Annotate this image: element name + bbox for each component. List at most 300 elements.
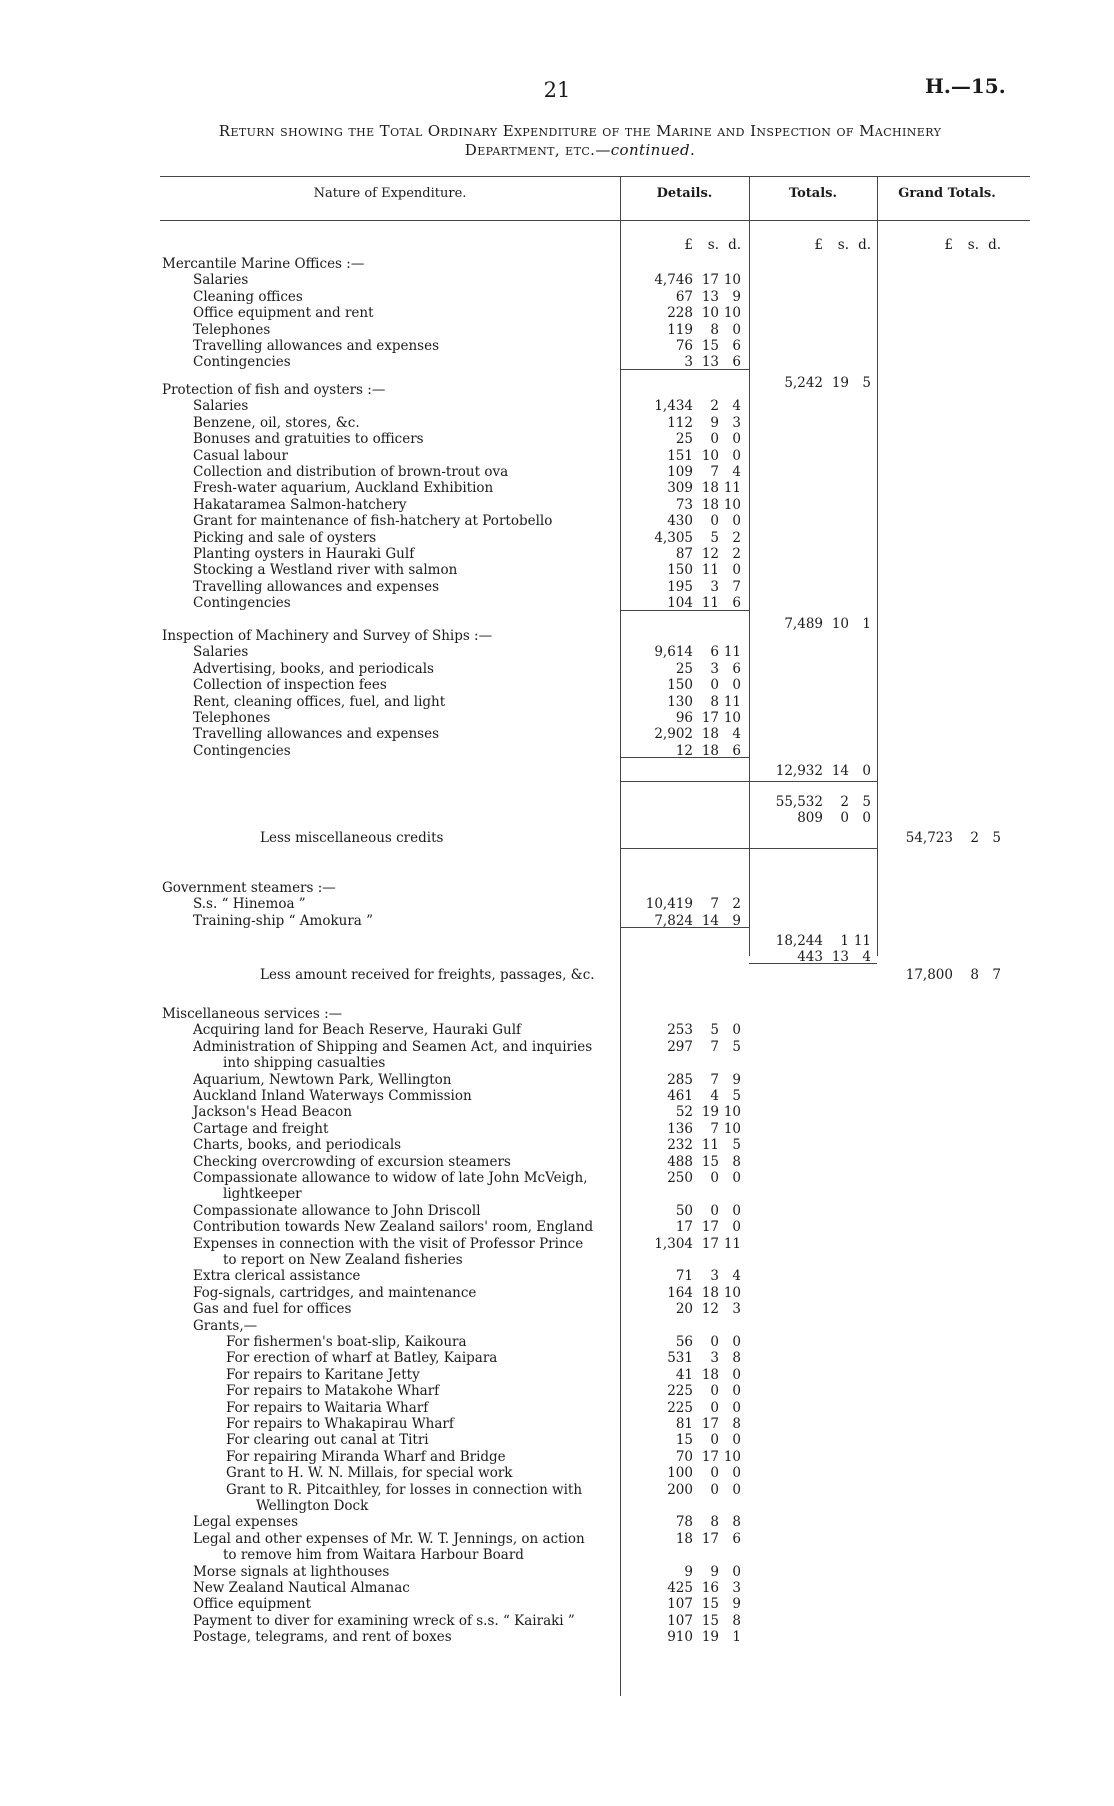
pounds: 430 <box>667 513 693 530</box>
shillings: 0 <box>710 1334 719 1350</box>
pence: 9 <box>732 912 741 929</box>
page-number: 21 <box>543 78 571 102</box>
pounds: 87 <box>675 546 693 562</box>
pounds: 71 <box>675 1268 693 1285</box>
item-label: Checking overcrowding of excursion steamers <box>193 1153 511 1170</box>
shillings: 3 <box>710 660 719 677</box>
item-amount <box>635 1629 741 1645</box>
item-label: New Zealand Nautical Almanac <box>193 1580 410 1596</box>
pence: 3 <box>732 1301 741 1318</box>
item-amount <box>635 1432 741 1448</box>
pence: 0 <box>732 1481 741 1498</box>
item-amount <box>635 726 741 742</box>
shillings: 18 <box>701 1366 719 1383</box>
shillings: 0 <box>710 677 719 694</box>
shillings: 17 <box>701 1235 719 1252</box>
header-totals: Totals. <box>788 186 838 201</box>
item-amount <box>635 1383 741 1399</box>
item-amount <box>635 1301 741 1317</box>
pence: 0 <box>732 1202 741 1219</box>
item-label: Salaries <box>193 644 249 661</box>
grand-total-1 <box>895 830 1001 846</box>
pounds: 7,489 <box>784 615 823 632</box>
pence: 9 <box>732 1071 741 1088</box>
pence: 4 <box>732 726 741 743</box>
pounds: 150 <box>667 677 693 694</box>
shillings: 8 <box>710 1514 719 1531</box>
subtotal-amount <box>765 794 871 810</box>
less-label: Less amount received for freights, passages, &c. <box>260 967 595 984</box>
item-label: Auckland Inland Waterways Commission <box>193 1088 472 1104</box>
title-continued: —continued. <box>595 141 696 159</box>
shillings: 17 <box>701 1416 719 1432</box>
pounds: 55,532 <box>775 794 823 810</box>
pence: 7 <box>992 967 1001 984</box>
pounds: 25 <box>675 660 693 677</box>
item-label: Grant to H. W. N. Millais, for special work <box>226 1465 513 1482</box>
pounds: 96 <box>675 710 693 726</box>
shillings: 11 <box>701 595 719 612</box>
title-line-2-main: Department, etc. <box>464 141 596 159</box>
sum-rule <box>620 757 749 758</box>
shillings: 17 <box>701 1530 719 1547</box>
pence: 0 <box>732 1334 741 1350</box>
pence: 11 <box>853 933 871 950</box>
pounds: 112 <box>667 414 693 431</box>
item-amount <box>635 272 741 288</box>
shillings: 0 <box>710 1432 719 1449</box>
pounds: 41 <box>675 1366 693 1383</box>
shillings: 19 <box>701 1629 719 1646</box>
item-amount <box>635 1416 741 1432</box>
shillings: 15 <box>701 338 719 354</box>
pence: 11 <box>723 480 741 497</box>
pounds: 4,746 <box>654 272 693 289</box>
pence: 3 <box>732 414 741 431</box>
header-details: Details. <box>656 186 713 201</box>
table-top-rule <box>160 176 1030 177</box>
pence: 1 <box>862 615 871 632</box>
item-label: Fog-signals, cartridges, and maintenance <box>193 1284 477 1301</box>
item-amount <box>635 1203 741 1219</box>
shillings: 7 <box>710 1071 719 1088</box>
shillings: 15 <box>701 1612 719 1629</box>
item-label: Training-ship “ Amokura ” <box>193 912 374 929</box>
item-label: Postage, telegrams, and rent of boxes <box>193 1629 452 1646</box>
shillings: 0 <box>710 1481 719 1498</box>
item-label-cont: Wellington Dock <box>256 1498 369 1514</box>
pence: 6 <box>732 354 741 371</box>
pounds: 100 <box>667 1465 693 1482</box>
pounds: 443 <box>797 949 823 966</box>
column-rule-grand <box>877 176 878 956</box>
pence: 10 <box>723 1448 741 1465</box>
item-amount <box>635 677 741 693</box>
pence: 10 <box>723 1284 741 1301</box>
unit-pence: d. <box>728 237 741 253</box>
item-amount <box>635 1170 741 1186</box>
pence: 0 <box>732 1399 741 1416</box>
section-total <box>765 933 871 949</box>
pounds: 73 <box>675 496 693 513</box>
item-label: Telephones <box>193 710 271 726</box>
item-amount <box>635 1449 741 1465</box>
unit-pounds: £ <box>944 237 953 253</box>
pence: 10 <box>723 496 741 513</box>
pence: 10 <box>723 1104 741 1121</box>
unit-pence: d. <box>858 237 871 253</box>
pence: 0 <box>732 1219 741 1236</box>
item-label: Contingencies <box>193 742 291 759</box>
item-amount <box>635 644 741 660</box>
section-title: Miscellaneous services :— <box>162 1006 343 1022</box>
credits-label: Less miscellaneous credits <box>260 830 444 846</box>
item-label: Salaries <box>193 398 249 415</box>
pounds: 81 <box>675 1416 693 1432</box>
pounds: 70 <box>675 1448 693 1465</box>
item-amount <box>635 305 741 321</box>
item-label: Legal and other expenses of Mr. W. T. Jennings, on action <box>193 1530 585 1547</box>
pence: 9 <box>732 288 741 305</box>
shillings: 0 <box>710 1202 719 1219</box>
sum-rule <box>620 610 749 611</box>
unit-pounds: £ <box>684 237 693 253</box>
item-label: Cartage and freight <box>193 1120 329 1137</box>
shillings: 0 <box>710 431 719 448</box>
shillings: 0 <box>710 513 719 530</box>
shillings: 19 <box>701 1104 719 1121</box>
shillings: 8 <box>710 693 719 710</box>
pounds: 225 <box>667 1383 693 1400</box>
pence: 0 <box>732 1432 741 1449</box>
item-amount <box>635 322 741 338</box>
shillings: 4 <box>710 1088 719 1104</box>
item-amount <box>635 1072 741 1088</box>
header-grand-totals: Grand Totals. <box>898 186 996 201</box>
shillings: 18 <box>701 496 719 513</box>
pence: 3 <box>732 1580 741 1596</box>
item-amount <box>635 1580 741 1596</box>
pence: 6 <box>732 1530 741 1547</box>
pence: 5 <box>732 1088 741 1104</box>
item-label: Office equipment <box>193 1596 312 1613</box>
item-amount <box>635 1400 741 1416</box>
pence: 4 <box>862 949 871 966</box>
item-label: Rent, cleaning offices, fuel, and light <box>193 693 446 710</box>
pounds: 7,824 <box>654 912 693 929</box>
shillings: 13 <box>701 288 719 305</box>
shillings: 11 <box>701 562 719 579</box>
pounds: 136 <box>667 1120 693 1137</box>
document-reference: H.—15. <box>925 74 1006 98</box>
pence: 11 <box>723 1235 741 1252</box>
pence: 5 <box>992 830 1001 846</box>
pence: 6 <box>732 660 741 677</box>
shillings: 6 <box>710 644 719 661</box>
pence: 7 <box>732 578 741 595</box>
item-label: Acquiring land for Beach Reserve, Hauraki Gulf <box>193 1022 522 1039</box>
unit-pounds: £ <box>814 237 823 253</box>
pounds: 15 <box>675 1432 693 1449</box>
shillings: 1 <box>840 933 849 950</box>
item-amount <box>635 1154 741 1170</box>
item-label: Gas and fuel for offices <box>193 1301 352 1318</box>
item-amount <box>635 480 741 496</box>
shillings: 18 <box>701 742 719 759</box>
pounds: 109 <box>667 464 693 480</box>
shillings: 18 <box>701 1284 719 1301</box>
item-amount <box>635 1219 741 1235</box>
item-label-cont: into shipping casualties <box>223 1055 386 1072</box>
pence: 0 <box>732 562 741 579</box>
item-label: Office equipment and rent <box>193 305 374 322</box>
item-label-cont: to remove him from Waitara Harbour Board <box>223 1547 524 1564</box>
column-rule-totals <box>749 176 750 956</box>
item-label: Legal expenses <box>193 1514 299 1531</box>
item-amount <box>635 1596 741 1612</box>
item-amount <box>635 546 741 562</box>
shillings: 7 <box>710 1120 719 1137</box>
shillings: 0 <box>840 810 849 826</box>
pence: 8 <box>732 1612 741 1629</box>
shillings: 9 <box>710 414 719 431</box>
page-title <box>140 122 1020 160</box>
item-label: Payment to diver for examining wreck of s.s. “ Kairaki ” <box>193 1612 575 1629</box>
shillings: 0 <box>710 1170 719 1186</box>
pence: 2 <box>732 546 741 562</box>
item-amount <box>635 562 741 578</box>
pence: 6 <box>732 338 741 354</box>
item-label: Expenses in connection with the visit of Professor Prince <box>193 1235 584 1252</box>
item-label: Hakataramea Salmon-hatchery <box>193 496 407 513</box>
item-amount <box>635 415 741 431</box>
pounds: 151 <box>667 447 693 464</box>
pence: 0 <box>732 1383 741 1400</box>
item-amount <box>635 1482 741 1498</box>
shillings: 8 <box>710 321 719 338</box>
pence: 10 <box>723 710 741 726</box>
pounds: 200 <box>667 1481 693 1498</box>
pounds: 20 <box>675 1301 693 1318</box>
section-total <box>765 616 871 632</box>
item-label: Compassionate allowance to John Driscoll <box>193 1202 481 1219</box>
item-amount <box>635 338 741 354</box>
pence: 0 <box>732 677 741 694</box>
pence: 8 <box>732 1350 741 1367</box>
item-label: Stocking a Westland river with salmon <box>193 562 458 579</box>
item-label: Fresh-water aquarium, Auckland Exhibition <box>193 480 494 497</box>
pounds: 225 <box>667 1399 693 1416</box>
units-totals <box>765 237 871 253</box>
item-label: Administration of Shipping and Seamen Act, and inquiries <box>193 1038 593 1055</box>
shillings: 3 <box>710 1268 719 1285</box>
shillings: 8 <box>970 967 979 984</box>
item-label: For fishermen's boat-slip, Kaikoura <box>226 1334 467 1350</box>
item-amount <box>635 1039 741 1055</box>
pounds: 50 <box>675 1202 693 1219</box>
units-grand <box>895 237 1001 253</box>
pounds: 76 <box>675 338 693 354</box>
pence: 10 <box>723 305 741 322</box>
shillings: 5 <box>710 529 719 546</box>
pence: 0 <box>732 1563 741 1580</box>
pounds: 130 <box>667 693 693 710</box>
pounds: 107 <box>667 1612 693 1629</box>
item-label: For repairs to Whakapirau Wharf <box>226 1416 454 1432</box>
pence: 2 <box>732 896 741 913</box>
item-label: Advertising, books, and periodicals <box>193 660 434 677</box>
item-amount <box>635 1285 741 1301</box>
item-amount <box>635 1236 741 1252</box>
column-rule-details <box>620 176 621 1696</box>
pence: 0 <box>862 810 871 826</box>
pence: 1 <box>732 1629 741 1646</box>
pounds: 809 <box>797 810 823 826</box>
item-label: Extra clerical assistance <box>193 1268 361 1285</box>
item-amount <box>635 289 741 305</box>
pence: 0 <box>732 1022 741 1039</box>
item-amount <box>635 1121 741 1137</box>
pence: 10 <box>723 272 741 289</box>
shillings: 13 <box>701 354 719 371</box>
shillings: 3 <box>710 578 719 595</box>
shillings: 17 <box>701 272 719 289</box>
item-label: For erection of wharf at Batley, Kaipara <box>226 1350 498 1367</box>
item-amount <box>635 896 741 912</box>
unit-shillings: s. <box>837 237 849 253</box>
item-amount <box>635 1367 741 1383</box>
shillings: 10 <box>701 447 719 464</box>
item-label: Grant to R. Pitcaithley, for losses in connection with <box>226 1481 583 1498</box>
pounds: 488 <box>667 1153 693 1170</box>
item-label: Aquarium, Newtown Park, Wellington <box>193 1071 452 1088</box>
pounds: 119 <box>667 321 693 338</box>
pounds: 4,305 <box>654 529 693 546</box>
shillings: 18 <box>701 726 719 743</box>
item-amount <box>635 694 741 710</box>
item-label-cont: to report on New Zealand fisheries <box>223 1252 463 1268</box>
sum-rule <box>749 963 877 964</box>
shillings: 15 <box>701 1153 719 1170</box>
pounds: 5,242 <box>784 374 823 391</box>
pounds: 18 <box>675 1530 693 1547</box>
pounds: 2,902 <box>654 726 693 743</box>
section-total <box>765 763 871 779</box>
pounds: 52 <box>675 1104 693 1121</box>
shillings: 16 <box>701 1580 719 1596</box>
pence: 0 <box>732 1465 741 1482</box>
header-nature: Nature of Expenditure. <box>313 186 467 201</box>
shillings: 11 <box>701 1137 719 1154</box>
item-label: For repairing Miranda Wharf and Bridge <box>226 1448 506 1465</box>
pence: 8 <box>732 1514 741 1531</box>
shillings: 9 <box>710 1563 719 1580</box>
item-amount <box>635 1350 741 1366</box>
item-label: Picking and sale of oysters <box>193 529 377 546</box>
item-label: For repairs to Waitaria Wharf <box>226 1399 429 1416</box>
pence: 6 <box>732 595 741 612</box>
shillings: 14 <box>831 763 849 780</box>
item-label: Compassionate allowance to widow of late John McVeigh, <box>193 1170 588 1186</box>
units-details <box>635 237 741 253</box>
item-amount <box>635 530 741 546</box>
unit-shillings: s. <box>707 237 719 253</box>
section-title: Inspection of Machinery and Survey of Ships :— <box>162 628 493 644</box>
shillings: 2 <box>710 398 719 415</box>
pounds: 195 <box>667 578 693 595</box>
pence: 4 <box>732 398 741 415</box>
pence: 5 <box>732 1137 741 1154</box>
shillings: 12 <box>701 1301 719 1318</box>
pounds: 18,244 <box>775 933 823 950</box>
pounds: 461 <box>667 1088 693 1104</box>
pounds: 164 <box>667 1284 693 1301</box>
grand-total-2 <box>895 967 1001 983</box>
item-label: Salaries <box>193 272 249 289</box>
shillings: 2 <box>840 794 849 810</box>
shillings: 2 <box>970 830 979 846</box>
item-label: For repairs to Karitane Jetty <box>226 1366 420 1383</box>
item-label: Benzene, oil, stores, &c. <box>193 414 360 431</box>
shillings: 15 <box>701 1596 719 1613</box>
item-label: Travelling allowances and expenses <box>193 578 440 595</box>
pounds: 104 <box>667 595 693 612</box>
sum-rule <box>620 848 877 849</box>
pence: 5 <box>862 794 871 810</box>
header-bottom-rule <box>160 220 1030 221</box>
shillings: 0 <box>710 1465 719 1482</box>
pounds: 25 <box>675 431 693 448</box>
item-label: Casual labour <box>193 447 288 464</box>
item-amount <box>635 1334 741 1350</box>
pence: 8 <box>732 1153 741 1170</box>
shillings: 7 <box>710 1038 719 1055</box>
item-amount <box>635 398 741 414</box>
shillings: 7 <box>710 896 719 913</box>
pounds: 232 <box>667 1137 693 1154</box>
pounds: 531 <box>667 1350 693 1367</box>
pence: 0 <box>732 321 741 338</box>
pounds: 10,419 <box>645 896 693 913</box>
pounds: 228 <box>667 305 693 322</box>
shillings: 10 <box>831 615 849 632</box>
pence: 0 <box>732 431 741 448</box>
item-label: Morse signals at lighthouses <box>193 1563 390 1580</box>
pounds: 54,723 <box>905 830 953 846</box>
pence: 5 <box>732 1038 741 1055</box>
shillings: 3 <box>710 1350 719 1367</box>
credits-amount <box>765 810 871 826</box>
item-amount <box>635 513 741 529</box>
pence: 10 <box>723 1120 741 1137</box>
pounds: 12,932 <box>775 763 823 780</box>
shillings: 12 <box>701 546 719 562</box>
shillings: 18 <box>701 480 719 497</box>
item-label: Cleaning offices <box>193 288 303 305</box>
item-amount <box>635 1531 741 1547</box>
pence: 9 <box>732 1596 741 1613</box>
pence: 4 <box>732 464 741 480</box>
shillings: 17 <box>701 1219 719 1236</box>
item-amount <box>635 1465 741 1481</box>
shillings: 0 <box>710 1383 719 1400</box>
pounds: 107 <box>667 1596 693 1613</box>
sum-rule <box>620 927 749 928</box>
item-amount <box>635 1137 741 1153</box>
pounds: 253 <box>667 1022 693 1039</box>
pence: 4 <box>732 1268 741 1285</box>
item-label: Travelling allowances and expenses <box>193 338 440 354</box>
